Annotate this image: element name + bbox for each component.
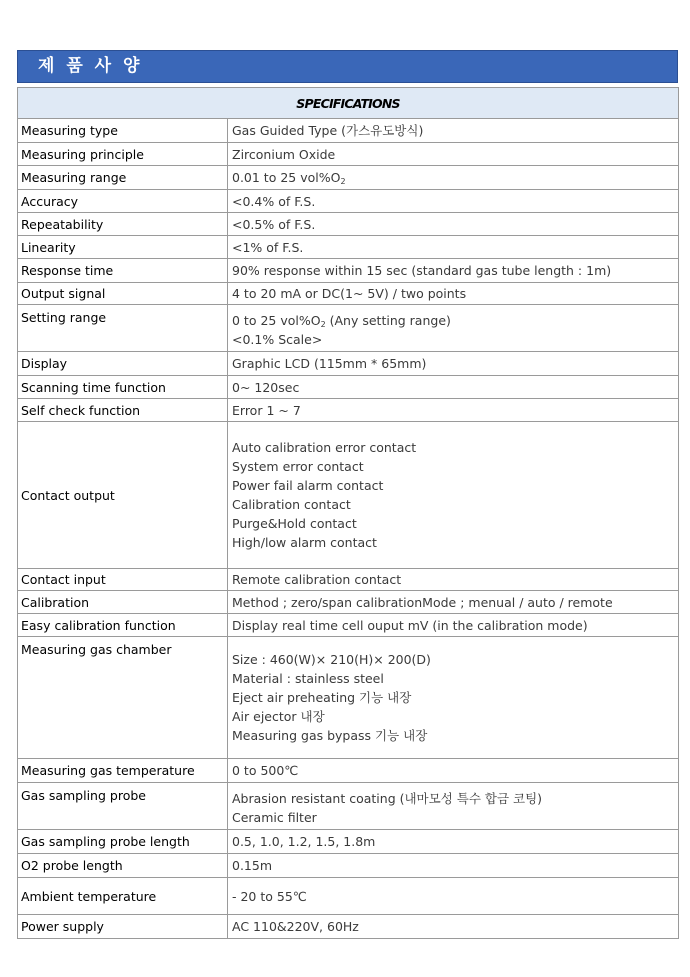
table-row xyxy=(18,915,679,939)
row-label: Gas sampling probe length xyxy=(18,830,228,854)
row-label: Output signal xyxy=(18,283,228,305)
value-line: Size : 460(W)× 210(H)× 200(D) xyxy=(232,652,431,667)
value-line: Calibration contact xyxy=(232,497,351,512)
row-value: Zirconium Oxide xyxy=(228,143,679,166)
table-row xyxy=(18,213,679,236)
row-label: Display xyxy=(18,352,228,376)
row-label: Measuring type xyxy=(18,119,228,143)
table-row xyxy=(18,637,679,759)
row-label: Contact input xyxy=(18,569,228,591)
row-label: Linearity xyxy=(18,236,228,259)
table-row xyxy=(18,305,679,352)
row-label: Measuring gas chamber xyxy=(18,637,228,759)
value-line: Abrasion resistant coating (내마모성 특수 합금 코팅) xyxy=(232,790,543,806)
value-text: 0.01 to 25 vol%O xyxy=(232,170,341,185)
table-row xyxy=(18,376,679,399)
section-title: 제 품 사 양 xyxy=(17,50,678,83)
row-label: Self check function xyxy=(18,399,228,422)
row-label: Setting range xyxy=(18,305,228,352)
table-row xyxy=(18,166,679,190)
table-row xyxy=(18,119,679,143)
row-value: <1% of F.S. xyxy=(228,236,679,259)
value-line: High/low alarm contact xyxy=(232,535,377,550)
row-value: Display real time cell ouput mV (in the calibration mode) xyxy=(228,614,679,637)
row-label: O2 probe length xyxy=(18,854,228,878)
table-row xyxy=(18,569,679,591)
row-label: Contact output xyxy=(18,422,228,569)
row-value xyxy=(228,783,679,830)
table-row xyxy=(18,352,679,376)
value-line: System error contact xyxy=(232,459,364,474)
value-line: Power fail alarm contact xyxy=(232,478,384,493)
row-value xyxy=(228,422,679,569)
row-label: Scanning time function xyxy=(18,376,228,399)
row-value: Remote calibration contact xyxy=(228,569,679,591)
table-row xyxy=(18,854,679,878)
row-label: Accuracy xyxy=(18,190,228,213)
table-row xyxy=(18,283,679,305)
value-line: Eject air preheating 기능 내장 xyxy=(232,690,412,705)
row-value: Graphic LCD (115mm * 65mm) xyxy=(228,352,679,376)
row-value xyxy=(228,637,679,759)
table-row xyxy=(18,259,679,283)
table-row xyxy=(18,190,679,213)
table-row xyxy=(18,143,679,166)
value-line: Purge&Hold contact xyxy=(232,516,357,531)
row-label: Measuring principle xyxy=(18,143,228,166)
row-value: Gas Guided Type (가스유도방식) xyxy=(228,119,679,143)
row-label: Measuring range xyxy=(18,166,228,190)
row-value: AC 110&220V, 60Hz xyxy=(228,915,679,939)
row-label: Gas sampling probe xyxy=(18,783,228,830)
table-row xyxy=(18,399,679,422)
table-header-row xyxy=(18,88,679,119)
row-value xyxy=(228,305,679,352)
row-label: Measuring gas temperature xyxy=(18,759,228,783)
value-line: Material : stainless steel xyxy=(232,671,384,686)
table-row xyxy=(18,759,679,783)
row-label: Calibration xyxy=(18,591,228,614)
row-value: 90% response within 15 sec (standard gas tube length : 1m) xyxy=(228,259,679,283)
value-text: (Any setting range) xyxy=(325,312,451,328)
row-label: Response time xyxy=(18,259,228,283)
row-value: Error 1 ~ 7 xyxy=(228,399,679,422)
row-label: Ambient temperature xyxy=(18,878,228,915)
specifications-table xyxy=(17,87,679,939)
subscript: 2 xyxy=(320,319,326,329)
value-line: Air ejector 내장 xyxy=(232,709,325,724)
table-row xyxy=(18,878,679,915)
row-value: 0.15m xyxy=(228,854,679,878)
row-value: <0.5% of F.S. xyxy=(228,213,679,236)
table-row xyxy=(18,614,679,637)
value-line: <0.1% Scale> xyxy=(232,331,323,347)
table-header: SPECIFICATIONS xyxy=(18,88,679,119)
table-row xyxy=(18,422,679,569)
row-label: Repeatability xyxy=(18,213,228,236)
row-value: 0.5, 1.0, 1.2, 1.5, 1.8m xyxy=(228,830,679,854)
row-value: - 20 to 55℃ xyxy=(228,878,679,915)
row-label: Easy calibration function xyxy=(18,614,228,637)
table-row xyxy=(18,591,679,614)
value-line: Measuring gas bypass 기능 내장 xyxy=(232,728,428,743)
row-value: 4 to 20 mA or DC(1~ 5V) / two points xyxy=(228,283,679,305)
table-row xyxy=(18,236,679,259)
subscript: 2 xyxy=(340,177,346,186)
row-label: Power supply xyxy=(18,915,228,939)
row-value: Method ; zero/span calibrationMode ; menual / auto / remote xyxy=(228,591,679,614)
row-value: 0~ 120sec xyxy=(228,376,679,399)
value-line: Auto calibration error contact xyxy=(232,440,417,455)
row-value: <0.4% of F.S. xyxy=(228,190,679,213)
table-row xyxy=(18,783,679,830)
table-row xyxy=(18,830,679,854)
row-value xyxy=(228,166,679,190)
row-value: 0 to 500℃ xyxy=(228,759,679,783)
value-line: Ceramic filter xyxy=(232,809,317,825)
value-line xyxy=(232,311,675,330)
value-text: 0 to 25 vol%O xyxy=(232,312,321,328)
